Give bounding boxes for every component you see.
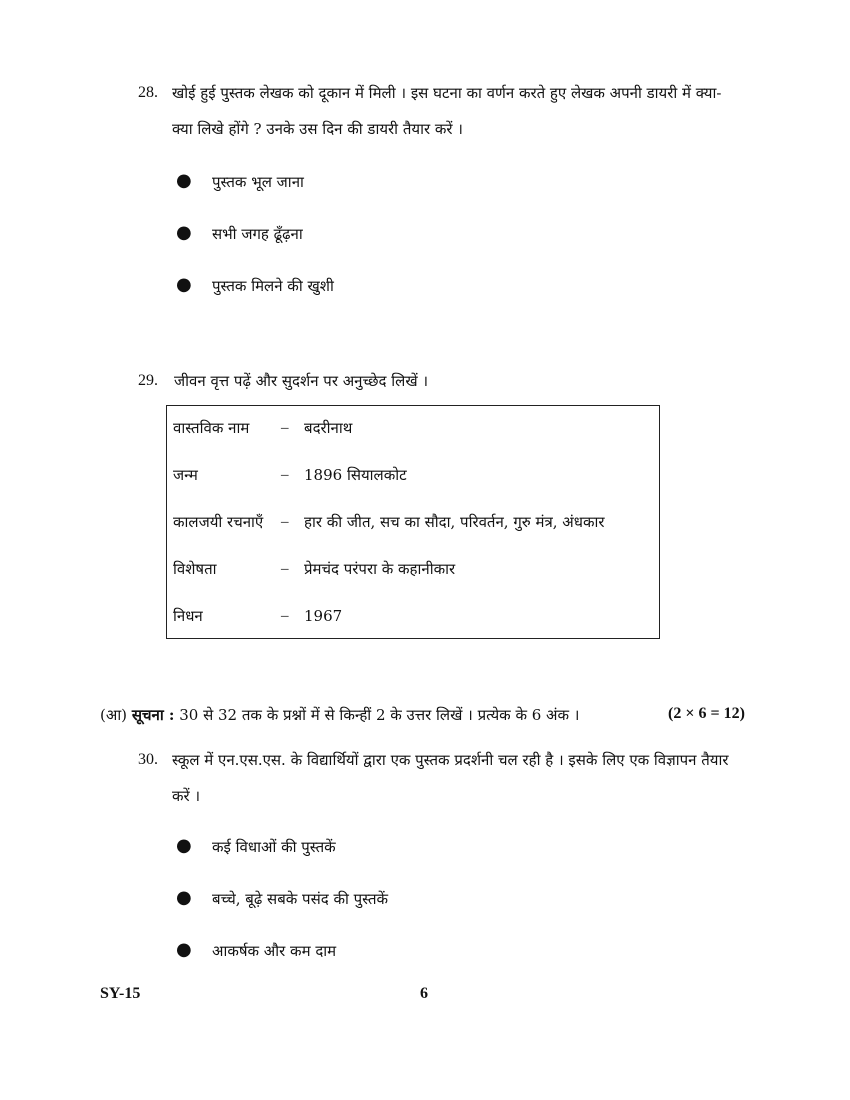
dash-separator: – xyxy=(281,420,289,436)
question-text: जीवन वृत्त पढ़ें और सुदर्शन पर अनुच्छेद लिखें । xyxy=(174,372,429,390)
list-item: पुस्तक मिलने की खुशी xyxy=(212,277,334,295)
section-prefix: (आ) xyxy=(100,706,128,724)
bio-label: वास्तविक नाम xyxy=(173,419,250,437)
list-item: बच्चे, बूढ़े सबके पसंद की पुस्तकें xyxy=(212,890,389,908)
list-item: सभी जगह ढूँढ़ना xyxy=(212,225,303,243)
biography-table xyxy=(166,405,660,639)
page-number: 6 xyxy=(420,985,428,1002)
bio-value: 1896 सियालकोट xyxy=(304,466,407,484)
marks-formula: (2 × 6 = 12) xyxy=(668,705,745,722)
bio-label: जन्म xyxy=(173,466,198,484)
instruction-text: 30 से 32 तक के प्रश्नों में से किन्हीं 2 के उत्तर लिखें । प्रत्येक के 6 अंक । xyxy=(179,706,580,724)
bullet-icon: ● xyxy=(176,274,192,295)
list-item: पुस्तक भूल जाना xyxy=(212,173,304,191)
dash-separator: – xyxy=(281,467,289,483)
bullet-icon: ● xyxy=(176,835,192,856)
question-number: 29. xyxy=(138,372,158,389)
list-item: आकर्षक और कम दाम xyxy=(212,942,337,960)
bio-value: बदरीनाथ xyxy=(304,419,353,437)
bullet-icon: ● xyxy=(176,170,192,191)
bullet-icon: ● xyxy=(176,939,192,960)
bio-value: हार की जीत, सच का सौदा, परिवर्तन, गुरु मंत्र, अंधकार xyxy=(304,513,605,531)
dash-separator: – xyxy=(281,514,289,530)
table-row xyxy=(173,557,653,581)
question-text: स्कूल में एन.एस.एस. के विद्यार्थियों द्वारा एक पुस्तक प्रदर्शनी चल रही है । इसके लिए एक विज्ञापन तैयार करें । xyxy=(172,751,729,805)
list-item: कई विधाओं की पुस्तकें xyxy=(212,838,336,856)
paper-code: SY-15 xyxy=(100,985,141,1002)
bio-value: प्रेमचंद परंपरा के कहानीकार xyxy=(304,560,456,578)
bullet-icon: ● xyxy=(176,222,192,243)
bio-value: 1967 xyxy=(304,607,343,625)
bio-label: कालजयी रचनाएँ xyxy=(173,513,264,531)
bullet-icon: ● xyxy=(176,887,192,908)
question-number: 30. xyxy=(138,751,158,768)
dash-separator: – xyxy=(281,561,289,577)
instruction-label: सूचना : xyxy=(131,706,175,724)
dash-separator: – xyxy=(281,608,289,624)
bio-label: विशेषता xyxy=(173,560,217,578)
table-row xyxy=(173,604,653,628)
bio-label: निधन xyxy=(173,607,203,625)
table-row xyxy=(173,416,653,440)
question-number: 28. xyxy=(138,84,158,101)
section-instruction xyxy=(100,705,579,725)
table-row xyxy=(173,463,653,487)
table-row xyxy=(173,510,653,534)
question-text: खोई हुई पुस्तक लेखक को दूकान में मिली । इस घटना का वर्णन करते हुए लेखक अपनी डायरी में क्या-क्या लिखे होंगे ? उनके उस दिन की डायरी तैयार करें । xyxy=(172,84,722,138)
